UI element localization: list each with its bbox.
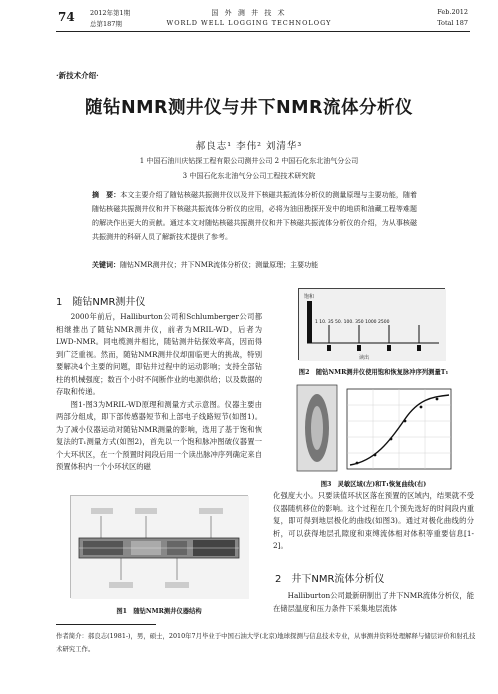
page-number: 74: [58, 10, 75, 24]
footnote-rule: [56, 624, 156, 625]
issue-month: Feb.2012: [437, 8, 468, 16]
figure-3-caption: 图3 灵敏区域(左)和T₁恢复曲线(右): [320, 481, 427, 488]
journal-title-cn: 国 外 测 井 技 术: [211, 9, 287, 17]
left-column: [56, 311, 262, 474]
section-2-heading: 2 井下NMR流体分析仪: [275, 574, 385, 585]
keywords-label: 关键词：: [92, 260, 120, 269]
total-issue: 总第187期: [90, 20, 122, 28]
t1-recovery-icon: [295, 381, 455, 476]
keywords-text: 随钻NMR测井仪；井下NMR流体分析仪；测量原理；主要功能: [120, 261, 319, 269]
affiliation-line-2: 3 中国石化东北油气分公司工程技术研究院: [182, 172, 316, 180]
section-2-paragraph-1: Halliburton公司最新研制出了井下NMR流体分析仪，能在储层温度和压力条件下采集地层流体: [273, 591, 474, 613]
section-tag: ·新技术介绍·: [56, 71, 99, 80]
pulse-sequence-icon: [299, 289, 446, 361]
article-title: 随钻NMR测井仪与井下NMR流体分析仪: [84, 98, 414, 118]
fig2-label-bottom: 读出: [359, 355, 370, 361]
right-column-paragraph: 化强度大小。只要读值环状区落在预置的区域内，结果就不受仪器随机移位的影响。这个过程在几个预先选好的时间段内重复，即可得到地层极化的曲线(如图3)。通过对极化曲线的分析，可以获得地层孔隙度和束缚流体相对体积等重要信息[1-2]。: [273, 491, 474, 550]
authors: 郝良志¹ 李伟² 刘清华³: [195, 141, 303, 152]
author-bio-footnote: 作者简介：郝良志(1981-)，男，硕士，2010年7月毕业于中国石油大学(北京)地球探测与信息技术专业，从事测井资料处理解释与储层评价和射孔技术研究工作。: [56, 632, 476, 653]
tool-structure-icon: [71, 496, 249, 599]
right-column: [273, 490, 474, 553]
keywords: [92, 258, 432, 272]
section-1-heading: 1 随钻NMR测井仪: [56, 297, 146, 308]
section-1-paragraph-1: 2000年前后，Halliburton公司和Schlumberger公司都相继推出了随钻NMR测井仪，前者为MRIL-WD，后者为LWD-NMR。同电缆测井相比，随钻测井钻探效率高，因而得到广泛重视。然而，随钻NMR测井仪却面临更大的挑战，特别要解决4个主要的问题，即钻井过程中的运动影响；支持全部钻柱的机械强度；数百个小时不间断作业的电源供给；以及数据的存取和传递。: [56, 312, 262, 396]
abstract: [92, 188, 417, 244]
figure-2-caption: 图2 随钻NMR测井仪使用饱和恢复脉冲序列测量T₁: [298, 369, 449, 376]
fig2-label-top: 饱和: [304, 294, 315, 300]
affiliation-line-1: 1 中国石油川庆钻探工程有限公司测井公司 2 中国石化东北油气分公司: [139, 157, 359, 165]
fig2-sequence: 1 10. 35 50. 100. 350 1000 2500: [315, 320, 390, 325]
figure-1-image: [70, 495, 248, 598]
figure-1-caption: 图1 随钻NMR测井仪器结构: [116, 608, 202, 615]
issue-total: Total 187: [437, 19, 468, 27]
figure-2-image: [298, 288, 445, 360]
figure-3-image: [295, 381, 455, 476]
section-2-body: [273, 590, 474, 615]
abstract-label: 摘 要：: [92, 190, 121, 199]
section-1-paragraph-2: 图1-图3为MRIL-WD原理和测量方式示意图。仪器主要由两部分组成，即下部传感器短节和上部电子线路短节(如图1)。为了减小仪器运动对随钻NMR测量的影响，选用了基于饱和恢复法的T₁测量方式(如图2)，首先以一个饱和脉冲图破仪器置一个大环状区，在一个预置时间段后用一个读出脉冲序列确定来自预置体积内一个小环状区的磁: [56, 399, 262, 471]
journal-title-en: WORLD WELL LOGGING TECHNOLOGY: [166, 19, 332, 27]
header-rule: [56, 31, 470, 32]
year-issue: 2012年第1期: [90, 9, 131, 17]
abstract-text: 本文主要介绍了随钻核磁共振测井仪以及井下核磁共振流体分析仪的测量原理与主要功能，随着随钻核磁共振测井仪和井下核磁共振流体分析仪的应用，必将为油田勘探开发中的地质和油藏工程等难题的解决作出更大的贡献。通过本文对随钻核磁共振测井仪和井下核磁共振流体分析仪的介绍，为从事核磁共振测井的科研人员了解新技术提供了参考。: [92, 191, 418, 241]
